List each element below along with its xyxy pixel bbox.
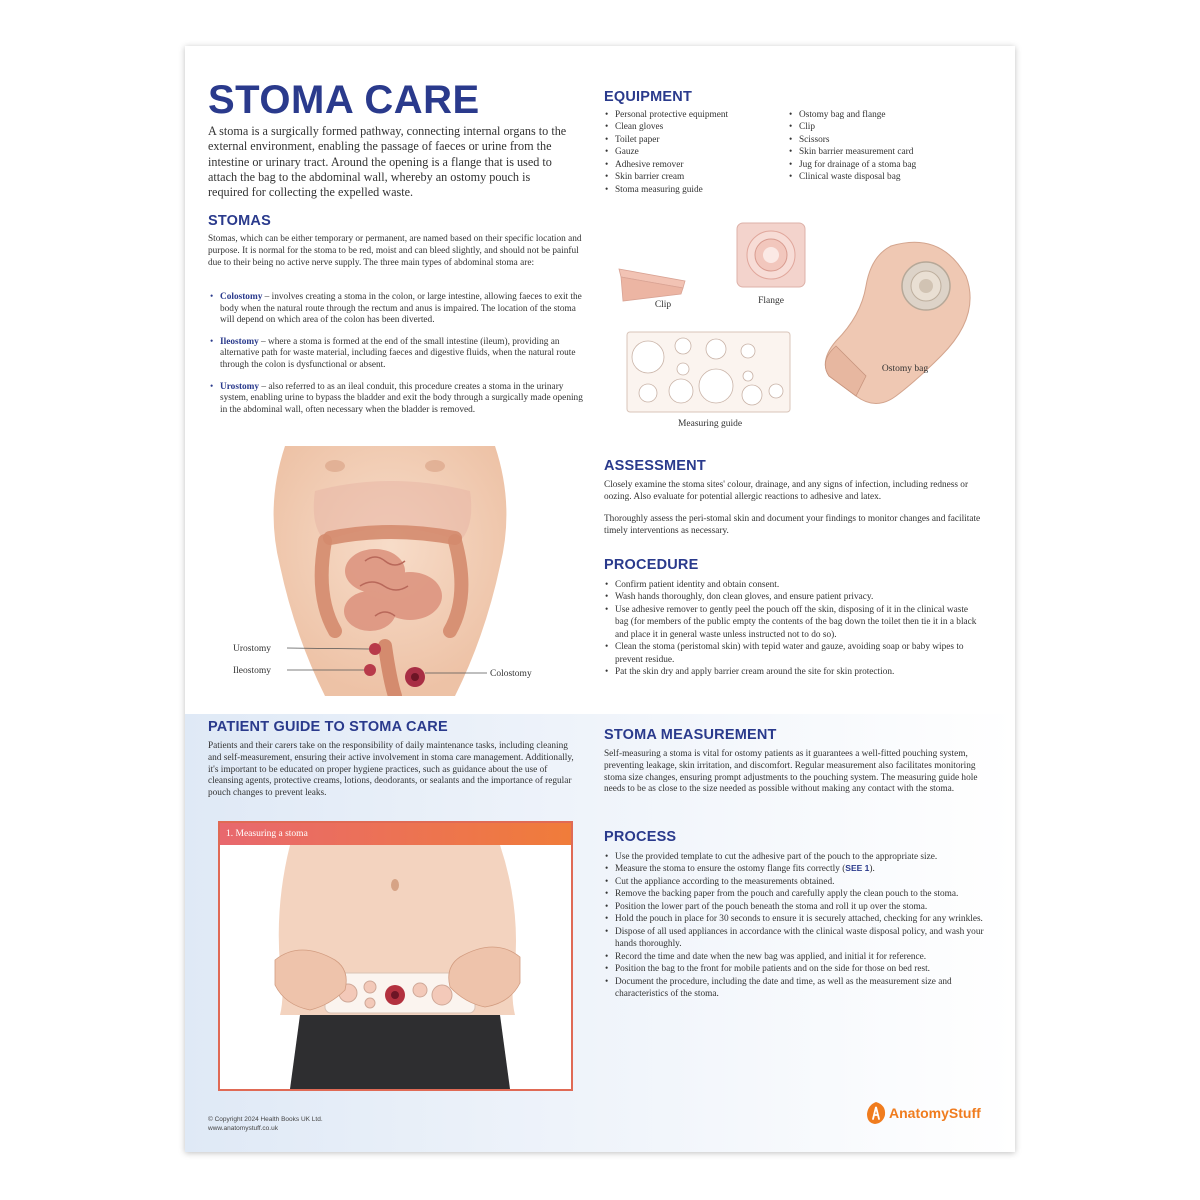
process-step-text-end: ). xyxy=(869,864,875,875)
measuring-guide-caption: Measuring guide xyxy=(677,419,743,429)
intro-text: A stoma is a surgically formed pathway, connecting internal organs to the external environment, enabling the passage of faeces or urine from the intestine or urinary tract. Around the opening is a flange that is used to attach the bag to the abdominal wall, whereby an ostomy pouch is required for collecting the expelled waste. xyxy=(208,124,567,199)
ostomy-bag-illustration xyxy=(821,236,981,411)
flange-caption: Flange xyxy=(758,296,784,306)
list-item: • Clean gloves xyxy=(604,121,784,133)
list-item: • Clinical waste disposal bag xyxy=(788,171,988,183)
see-figure-reference: SEE 1 xyxy=(845,863,870,874)
process-heading: PROCESS xyxy=(604,829,677,845)
list-item: • Clean the stoma (peristomal skin) with tepid water and gauze, avoiding soap or baby wipes to prevent residue. xyxy=(604,641,982,666)
patient-guide-text: Patients and their carers take on the responsibility of daily maintenance tasks, including cleaning and self-measurement, ensuring their active involvement in stoma care management. Additionally, it's important to be educated on proper hygiene practices, such as guidance about the use of cleansing agents, protective creams, lotions, deodorants, or sealants and the importance of regular pouch changes to prevent leaks. xyxy=(208,741,574,799)
list-item: • Document the procedure, including the date and time, as well as the measurement size and characteristics of the stoma. xyxy=(604,976,987,1001)
page-title: STOMA CARE xyxy=(208,78,480,122)
list-item: • Ostomy bag and flange xyxy=(788,109,988,121)
list-item: • Toilet paper xyxy=(604,134,784,146)
brand-logo xyxy=(865,1101,981,1125)
measurement-heading: STOMA MEASUREMENT xyxy=(604,727,777,743)
list-item xyxy=(208,292,588,327)
anatomystuff-logo-icon xyxy=(865,1101,887,1125)
list-item: • Skin barrier measurement card xyxy=(788,146,988,158)
patient-guide-heading: PATIENT GUIDE TO STOMA CARE xyxy=(208,719,448,735)
measuring-stoma-figure xyxy=(218,821,573,1091)
figure-title: 1. Measuring a stoma xyxy=(220,823,571,845)
list-item: • Scissors xyxy=(788,134,988,146)
equipment-heading: EQUIPMENT xyxy=(604,89,692,105)
list-item: • Hold the pouch in place for 30 seconds to ensure it is securely attached, checking for any wrinkles. xyxy=(604,913,987,925)
list-item xyxy=(208,337,588,372)
list-item: • Dispose of all used appliances in accordance with the clinical waste disposal policy, and wash your hands thoroughly. xyxy=(604,926,987,951)
stoma-type-desc: – also referred to as an ileal conduit, this procedure creates a stoma in the urinary system, enabling urine to bypass the bladder and exit the body through a surgically made opening in the abdominal wall, often necessary when the bladder is removed. xyxy=(220,381,583,415)
list-item: • Gauze xyxy=(604,146,784,158)
stoma-type-term: Ileostomy xyxy=(220,336,259,347)
brand-name: AnatomyStuff xyxy=(889,1105,981,1121)
stoma-type-term: Urostomy xyxy=(220,381,260,392)
list-item: • Remove the backing paper from the pouch and carefully apply the clean pouch to the stoma. xyxy=(604,888,987,900)
list-item: • Pat the skin dry and apply barrier cream around the site for skin protection. xyxy=(604,666,982,678)
list-item xyxy=(604,863,987,875)
stomas-text: Stomas, which can be either temporary or permanent, are named based on their specific location and purpose. It is normal for the stoma to be red, moist and can bleed slightly, and should not be painful due to their being no active nerve supply. The three main types of abdominal stoma are: xyxy=(208,234,582,268)
footer-url: www.anatomystuff.co.uk xyxy=(208,1125,278,1132)
procedure-heading: PROCEDURE xyxy=(604,557,699,573)
assessment-heading: ASSESSMENT xyxy=(604,458,706,474)
ostomy-bag-caption: Ostomy bag xyxy=(881,364,929,374)
list-item: • Jug for drainage of a stoma bag xyxy=(788,159,988,171)
flange-illustration xyxy=(735,221,807,289)
list-item: • Wash hands thoroughly, don clean gloves, and ensure patient privacy. xyxy=(604,591,982,603)
footer-copyright: © Copyright 2024 Health Books UK Ltd. xyxy=(208,1116,323,1123)
measuring-guide-illustration xyxy=(626,331,791,413)
procedure-list xyxy=(604,579,982,679)
stoma-type-desc: – involves creating a stoma in the colon, or large intestine, allowing faeces to exit the body when the natural route through the rectum and anus is impaired. The location of the stoma will depend on which area of the colon has been diverted. xyxy=(220,292,582,326)
list-item xyxy=(208,382,588,417)
abdomen-anatomy-illustration xyxy=(225,446,565,696)
colostomy-label: Colostomy xyxy=(490,669,532,679)
list-item: • Clip xyxy=(788,121,988,133)
list-item: • Skin barrier cream xyxy=(604,171,784,183)
list-item: • Personal protective equipment xyxy=(604,109,784,121)
assessment-text-1: Closely examine the stoma sites' colour, drainage, and any signs of infection, including redness or oozing. Also evaluate for potential allergic reactions to adhesive and latex. xyxy=(604,480,969,502)
list-item: • Confirm patient identity and obtain consent. xyxy=(604,579,982,591)
measuring-stoma-illustration xyxy=(220,845,571,1089)
equipment-list-left xyxy=(604,109,784,196)
list-item: • Record the time and date when the new bag was applied, and initial it for reference. xyxy=(604,951,987,963)
stoma-type-desc: – where a stoma is formed at the end of the small intestine (ileum), providing an alternative path for waste material, including faeces and digestive fluids, when the natural route through the colon is dysfunctional or absent. xyxy=(220,336,576,371)
urostomy-label: Urostomy xyxy=(233,644,271,654)
list-item: • Use the provided template to cut the adhesive part of the pouch to the appropriate size. xyxy=(604,851,987,863)
ileostomy-label: Ileostomy xyxy=(233,666,271,676)
process-list xyxy=(604,851,987,1000)
assessment-text-2: Thoroughly assess the peri-stomal skin and document your findings to monitor changes and facilitate timely interventions as necessary. xyxy=(604,514,981,536)
list-item: • Position the bag to the front for mobile patients and on the side for those on bed rest. xyxy=(604,963,987,975)
process-step-text: Measure the stoma to ensure the ostomy flange fits correctly ( xyxy=(615,864,846,875)
list-item: • Use adhesive remover to gently peel the pouch off the skin, disposing of it in the clinical waste bag (for members of the public empty the contents of the bag down the toilet then tie it in a black and place it in general waste unless instructed not to do so). xyxy=(604,604,982,641)
list-item: • Cut the appliance according to the measurements obtained. xyxy=(604,876,987,888)
clip-caption: Clip xyxy=(654,300,672,310)
list-item: • Position the lower part of the pouch beneath the stoma and roll it up over the stoma. xyxy=(604,901,987,913)
poster xyxy=(185,46,1015,1152)
stoma-type-term: Colostomy xyxy=(220,292,263,302)
stoma-types-list xyxy=(208,292,588,426)
equipment-list-right xyxy=(788,109,988,184)
list-item: • Stoma measuring guide xyxy=(604,184,784,196)
list-item: • Adhesive remover xyxy=(604,159,784,171)
measurement-text: Self-measuring a stoma is vital for ostomy patients as it guarantees a well-fitted pouching system, preventing leakage, skin irritation, and discomfort. Regular measurement also facilitates monitoring stoma size changes, ensuring prompt adjustments to the pouching system. The measuring guide hole needs to be as close to the size needed as possible without making any contact with the stoma. xyxy=(604,749,978,795)
stomas-heading: STOMAS xyxy=(208,213,271,229)
